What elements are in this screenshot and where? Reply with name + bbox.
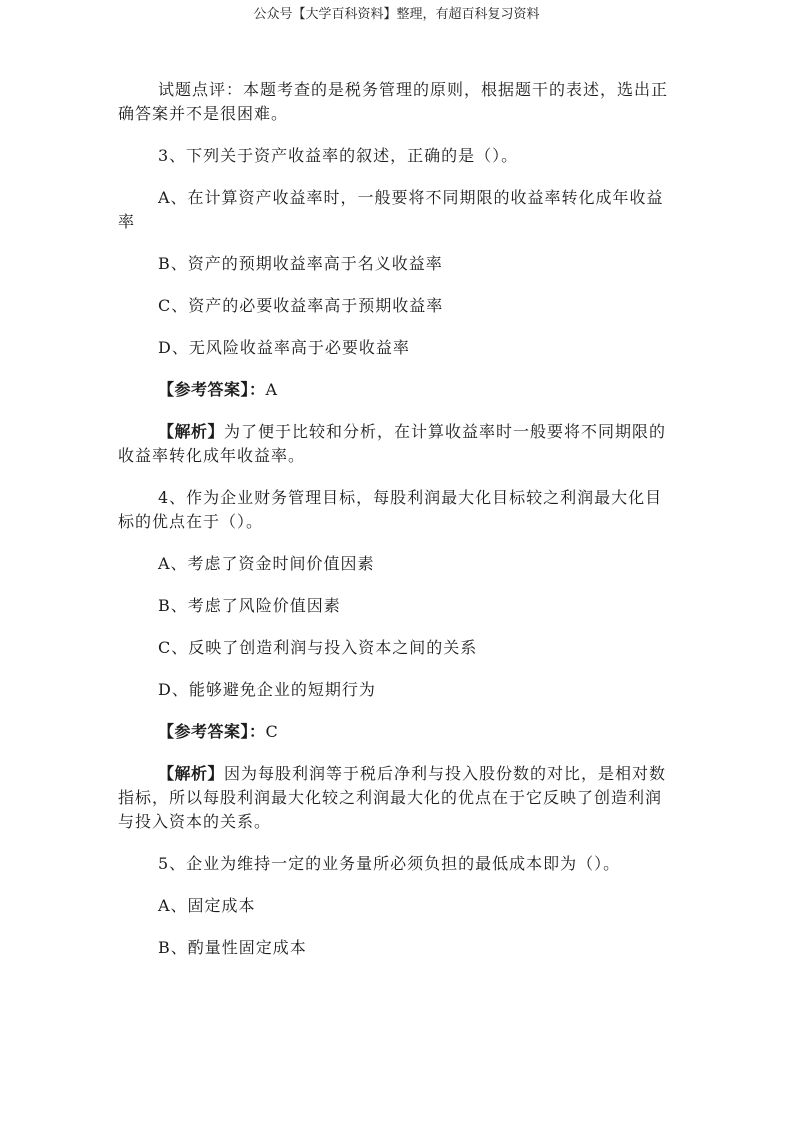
question-3: 3、下列关于资产收益率的叙述，正确的是（）。: [158, 146, 519, 165]
analysis-text: 因为每股利润等于税后净利与投入股份数的对比，是相对数指标，所以每股利润最大化较之利润最大化的优点在于它反映了创造利润与投入资本的关系。: [118, 764, 667, 831]
question-3-answer: [118, 378, 678, 402]
question-4-option-b: B、考虑了风险价值因素: [158, 596, 341, 615]
review-comment: 试题点评：本题考查的是税务管理的原则，根据题干的表述，选出正确答案并不是很困难。: [118, 80, 669, 123]
question-3-option-b: B、资产的预期收益率高于名义收益率: [158, 254, 443, 273]
document-body: [118, 78, 678, 978]
answer-label: 【参考答案】: [158, 722, 250, 741]
question-3-option-c: C、资产的必要收益率高于预期收益率: [158, 296, 444, 315]
question-5-option-a: A、固定成本: [158, 896, 256, 915]
analysis-text: 为了便于比较和分析，在计算收益率时一般要将不同期限的收益率转化成年收益率。: [118, 422, 667, 465]
question-5: 5、企业为维持一定的业务量所必须负担的最低成本即为（）。: [158, 854, 621, 873]
question-4-option-a: A、考虑了资金时间价值因素: [158, 554, 375, 573]
answer-value: C: [265, 722, 278, 741]
question-5-option-b: B、酌量性固定成本: [158, 938, 307, 957]
analysis-label: 【解析】: [158, 422, 225, 441]
question-4-answer: [118, 720, 678, 744]
question-3-option-a: A、在计算资产收益率时，一般要将不同期限的收益率转化成年收益率: [118, 188, 664, 231]
answer-separator: ：: [249, 722, 266, 741]
question-4-option-c: C、反映了创造利润与投入资本之间的关系: [158, 638, 478, 657]
answer-label: 【参考答案】: [158, 380, 250, 399]
question-3-option-d: D、无风险收益率高于必要收益率: [158, 338, 410, 357]
question-4-analysis: [118, 762, 678, 834]
question-4: 4、作为企业财务管理目标，每股利润最大化目标较之利润最大化目标的优点在于（）。: [118, 488, 663, 531]
answer-separator: ：: [249, 380, 266, 399]
page-header: 公众号【大学百科资料】整理，有超百科复习资料: [253, 7, 540, 22]
answer-value: A: [265, 380, 278, 399]
question-4-option-d: D、能够避免企业的短期行为: [158, 680, 376, 699]
analysis-label: 【解析】: [158, 764, 225, 783]
question-3-analysis: [118, 420, 678, 468]
